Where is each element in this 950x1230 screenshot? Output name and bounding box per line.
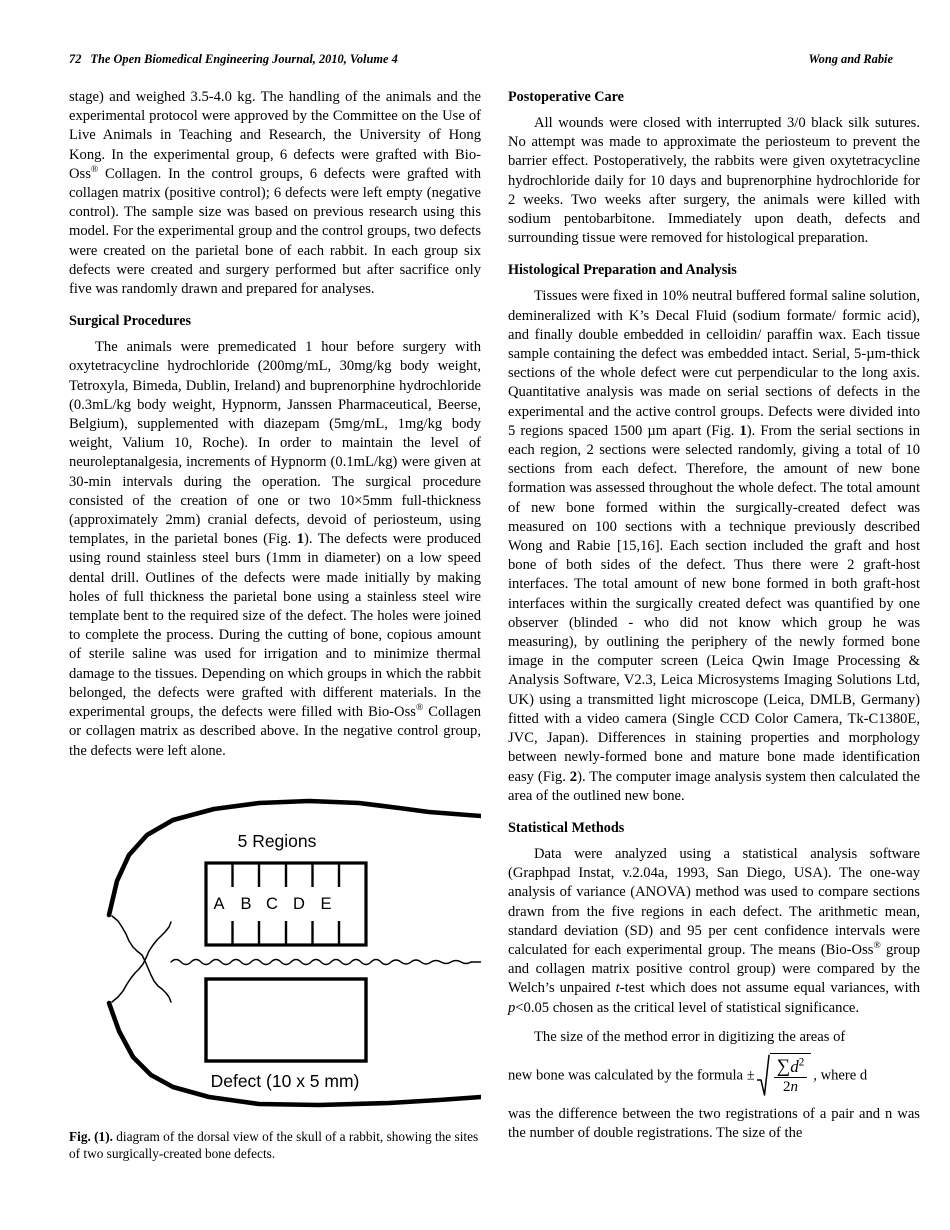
figure-1-caption <box>69 1128 481 1163</box>
variable-n: n <box>790 1078 798 1095</box>
para-text-cont2: -test which does not assume equal variances, with <box>619 980 920 997</box>
para-text: stage) and weighed 3.5-4.0 kg. The handling of the animals and the experimental protocol were approved by the Committee on the Use of Live Animals in Teaching and Research, the University of Hong Kong. In the experimental group, 6 defects were grafted with Bio-Oss <box>69 89 481 182</box>
heading-histological-preparation: Histological Preparation and Analysis <box>508 262 737 279</box>
para-text-cont: ). From the serial sections in each region, 2 sections were selected randomly, giving a total of 10 sections from each defect. Therefore, the amount of new bone formation was assessed throughout the whole defect. The total amount of new bone formed within the surgically-created defect was measured on 100 sections with a technique previously described Wong and Rabie [15,16]. Each section included the graft and host bone of both sides of the defect. Thus there were 2 graft-host interfaces. The total amount of new bone formed in both graft-host interfaces within the surgically created defect was quantified by one observer (blinded - who did not know which group he was measuring), by outlining the periphery of the newly formed bone image in the computer screen (Leica Qwin Image Processing & Analysis Software, V2.3, Leica Microsystems Imaging Solutions Ltd, UK) using a transmitted light microscope (Leica, DMLB, Germany) fitted with a video camera (Single CCD Color Camera, Tk-C1380E, JVC, Japan). Differences in staining properties and morphology between newly-formed bone and mature bone made identification easy (Fig. <box>508 422 920 785</box>
para-text-cont: group and collagen matrix positive control group) were compared by the Welch’s unpaired <box>508 941 920 997</box>
figure-caption-text: diagram of the dorsal view of the skull of a rabbit, showing the sites of two surgically-created bone defects. <box>69 1128 479 1162</box>
skull-diagram <box>69 775 481 1120</box>
paragraph-statistics <box>508 845 920 1018</box>
para-text-cont2: Collagen or collagen matrix as described above. In the negative control group, the defects were left alone. <box>69 704 481 759</box>
paragraph-animals <box>69 88 481 299</box>
region-letter-c: C <box>266 894 278 913</box>
region-letter-b: B <box>240 894 252 913</box>
figure-reference: 1 <box>296 531 304 548</box>
journal-title: The Open Biomedical Engineering Journal, 2010, Volume 4 <box>90 52 398 66</box>
para-text-cont: ). The defects were produced using round stainless steel burs (1mm in diameter) on a low speed dental drill. Outlines of the defects were made initially by making holes of full thickness the parietal bone using a stainless steel wire template bent to the required size of the defect. The holes were joined to complete the process. During the cutting of bone, copious amount of sterile saline was used for irrigation and to minimize thermal damage to the tissues. Depending on which groups in which the rabbit belonged, the defects were grafted with different materials. In the experimental groups, the defects were filled with Bio-Oss <box>69 531 481 721</box>
formula-lead-text: new bone was calculated by the formula <box>508 1067 747 1084</box>
coefficient-two: 2 <box>782 1078 791 1095</box>
right-column <box>508 88 920 1143</box>
radical-sign-icon <box>757 1053 770 1097</box>
running-head-left <box>69 52 398 67</box>
region-ticks-bottom <box>233 921 340 944</box>
registered-mark-icon: ® <box>415 702 424 714</box>
region-letter-e: E <box>320 894 332 913</box>
heading-statistical-methods: Statistical Methods <box>508 819 625 836</box>
para-text-cont3: <0.05 chosen as the critical level of statistical significance. <box>515 999 860 1016</box>
running-head <box>69 52 893 67</box>
formula-trail-text: , where d <box>813 1067 868 1084</box>
method-error-formula <box>757 1053 812 1099</box>
figure-reference-1: 1 <box>739 422 747 439</box>
defect-box <box>206 979 366 1061</box>
paragraph-postoperative: All wounds were closed with interrupted 3/0 black silk sutures. No attempt was made to approximate the periosteum to prevent the barrier effect. Postoperatively, the rabbits were given oxytetracycline hydrochloride daily for 10 days and buprenorphine hydrochloride for 2 weeks. Two weeks after surgery, the animals were killed with sodium pentobarbitone. Immediately upon death, defects and surrounding tissue were removed for histological preparation. <box>508 115 920 247</box>
plus-minus-sign: ± <box>746 1067 755 1084</box>
paragraph-method-error-rest: was the difference between the two registrations of a pair and n was the number of double registrations. The size of the <box>508 1105 920 1142</box>
radical <box>757 1053 812 1097</box>
registered-mark-icon: ® <box>90 163 99 175</box>
fraction <box>774 1054 808 1095</box>
paragraph-method-error-formula <box>508 1053 920 1099</box>
italic-t: t <box>615 980 620 997</box>
figure-reference-2: 2 <box>569 768 578 785</box>
paragraph-histological <box>508 287 920 805</box>
page-number: 72 <box>69 52 82 66</box>
region-ticks-top <box>233 864 340 887</box>
suture-midline-wavy <box>171 959 481 964</box>
paragraph-method-error-line1: The size of the method error in digitizing the areas of <box>534 1028 846 1045</box>
regions-label: 5 Regions <box>237 830 317 851</box>
registered-mark-icon: ® <box>873 940 881 952</box>
summation-symbol: ∑ <box>776 1055 791 1077</box>
variable-d: d <box>790 1056 799 1076</box>
suture-upper-left <box>112 916 171 1002</box>
defect-label: Defect (10 x 5 mm) <box>210 1070 360 1091</box>
left-column <box>69 88 481 1176</box>
para-text: Tissues were fixed in 10% neutral buffered formal saline solution, demineralized with K’s Decal Fluid (sodium formate/ formic acid), and finally double embedded in celloidin/ paraffin wax. Each tissue sample containing the defect was embedded intact. Serial, 5-µm-thick sections of the whole defect were cut perpendicular to the long axis. Quantitative analysis was made on serial sections of defects in the experimental and the active control groups. Defects were divided into 5 regions spaced 1500 µm apart (Fig. <box>508 288 920 439</box>
region-letter-d: D <box>293 894 305 913</box>
heading-surgical-procedures: Surgical Procedures <box>69 313 192 330</box>
para-text-cont: Collagen. In the control groups, 6 defects were grafted with collagen matrix (positive control); 6 defects were left empty (negative control). The sample size was based on previous research using this model. For the experimental group and the control groups, two defects were created on the parietal bone of each rabbit. In each group six defects were created and surgery performed but after sacrifice only five was randomly drawn and prepared for analyses. <box>69 165 481 298</box>
heading-postoperative-care: Postoperative Care <box>508 89 624 105</box>
figure-caption-label: Fig. (1). <box>69 1128 113 1144</box>
para-text: The animals were premedicated 1 hour before surgery with oxytetracycline hydrochloride (200mg/mL, 30mg/kg body weight, Tetroxyla, Bimeda, Dublin, Ireland) and buprenorphine hydrochloride (0.3mL/kg body weight, Hypnorm, Janssen Pharmaceutical, Beerse, Belgium), supplemented with diazepam (5mg/mL, 1mg/kg body weight, Valium 10, Roche). In order to maintain the level of neuroleptanalgesia, increments of Hypnorm (0.1mL/kg) were given at 30-min intervals during the operation. The surgical procedure consisted of the creation of one or two 10×5mm full-thickness (approximately 2mm) cranial defects, devoid of periosteum, using templates, in the parietal bones (Fig. <box>69 339 481 548</box>
paragraph-surgical <box>69 338 481 760</box>
fraction-denominator <box>774 1078 808 1095</box>
italic-p: p <box>508 999 516 1016</box>
figure-1 <box>69 775 481 1120</box>
fraction-numerator <box>774 1056 808 1078</box>
exponent-two: 2 <box>798 1056 805 1069</box>
para-text-cont2: ). The computer image analysis system then calculated the area of the outlined new bone. <box>508 768 920 804</box>
region-letter-a: A <box>213 894 225 913</box>
region-letters <box>213 895 331 913</box>
para-text: Data were analyzed using a statistical analysis software (Graphpad Instat, v.2.04a, 1993, San Diego, USA). The one-way analysis of variance (ANOVA) method was used to compare sections drawn from the five regions in each defect. The arithmetic mean, standard deviation (SD) and 95 per cent confidence intervals were calculated for each experimental group. The means (Bio-Oss <box>508 845 920 958</box>
running-head-authors: Wong and Rabie <box>808 52 893 66</box>
radicand <box>770 1053 812 1097</box>
